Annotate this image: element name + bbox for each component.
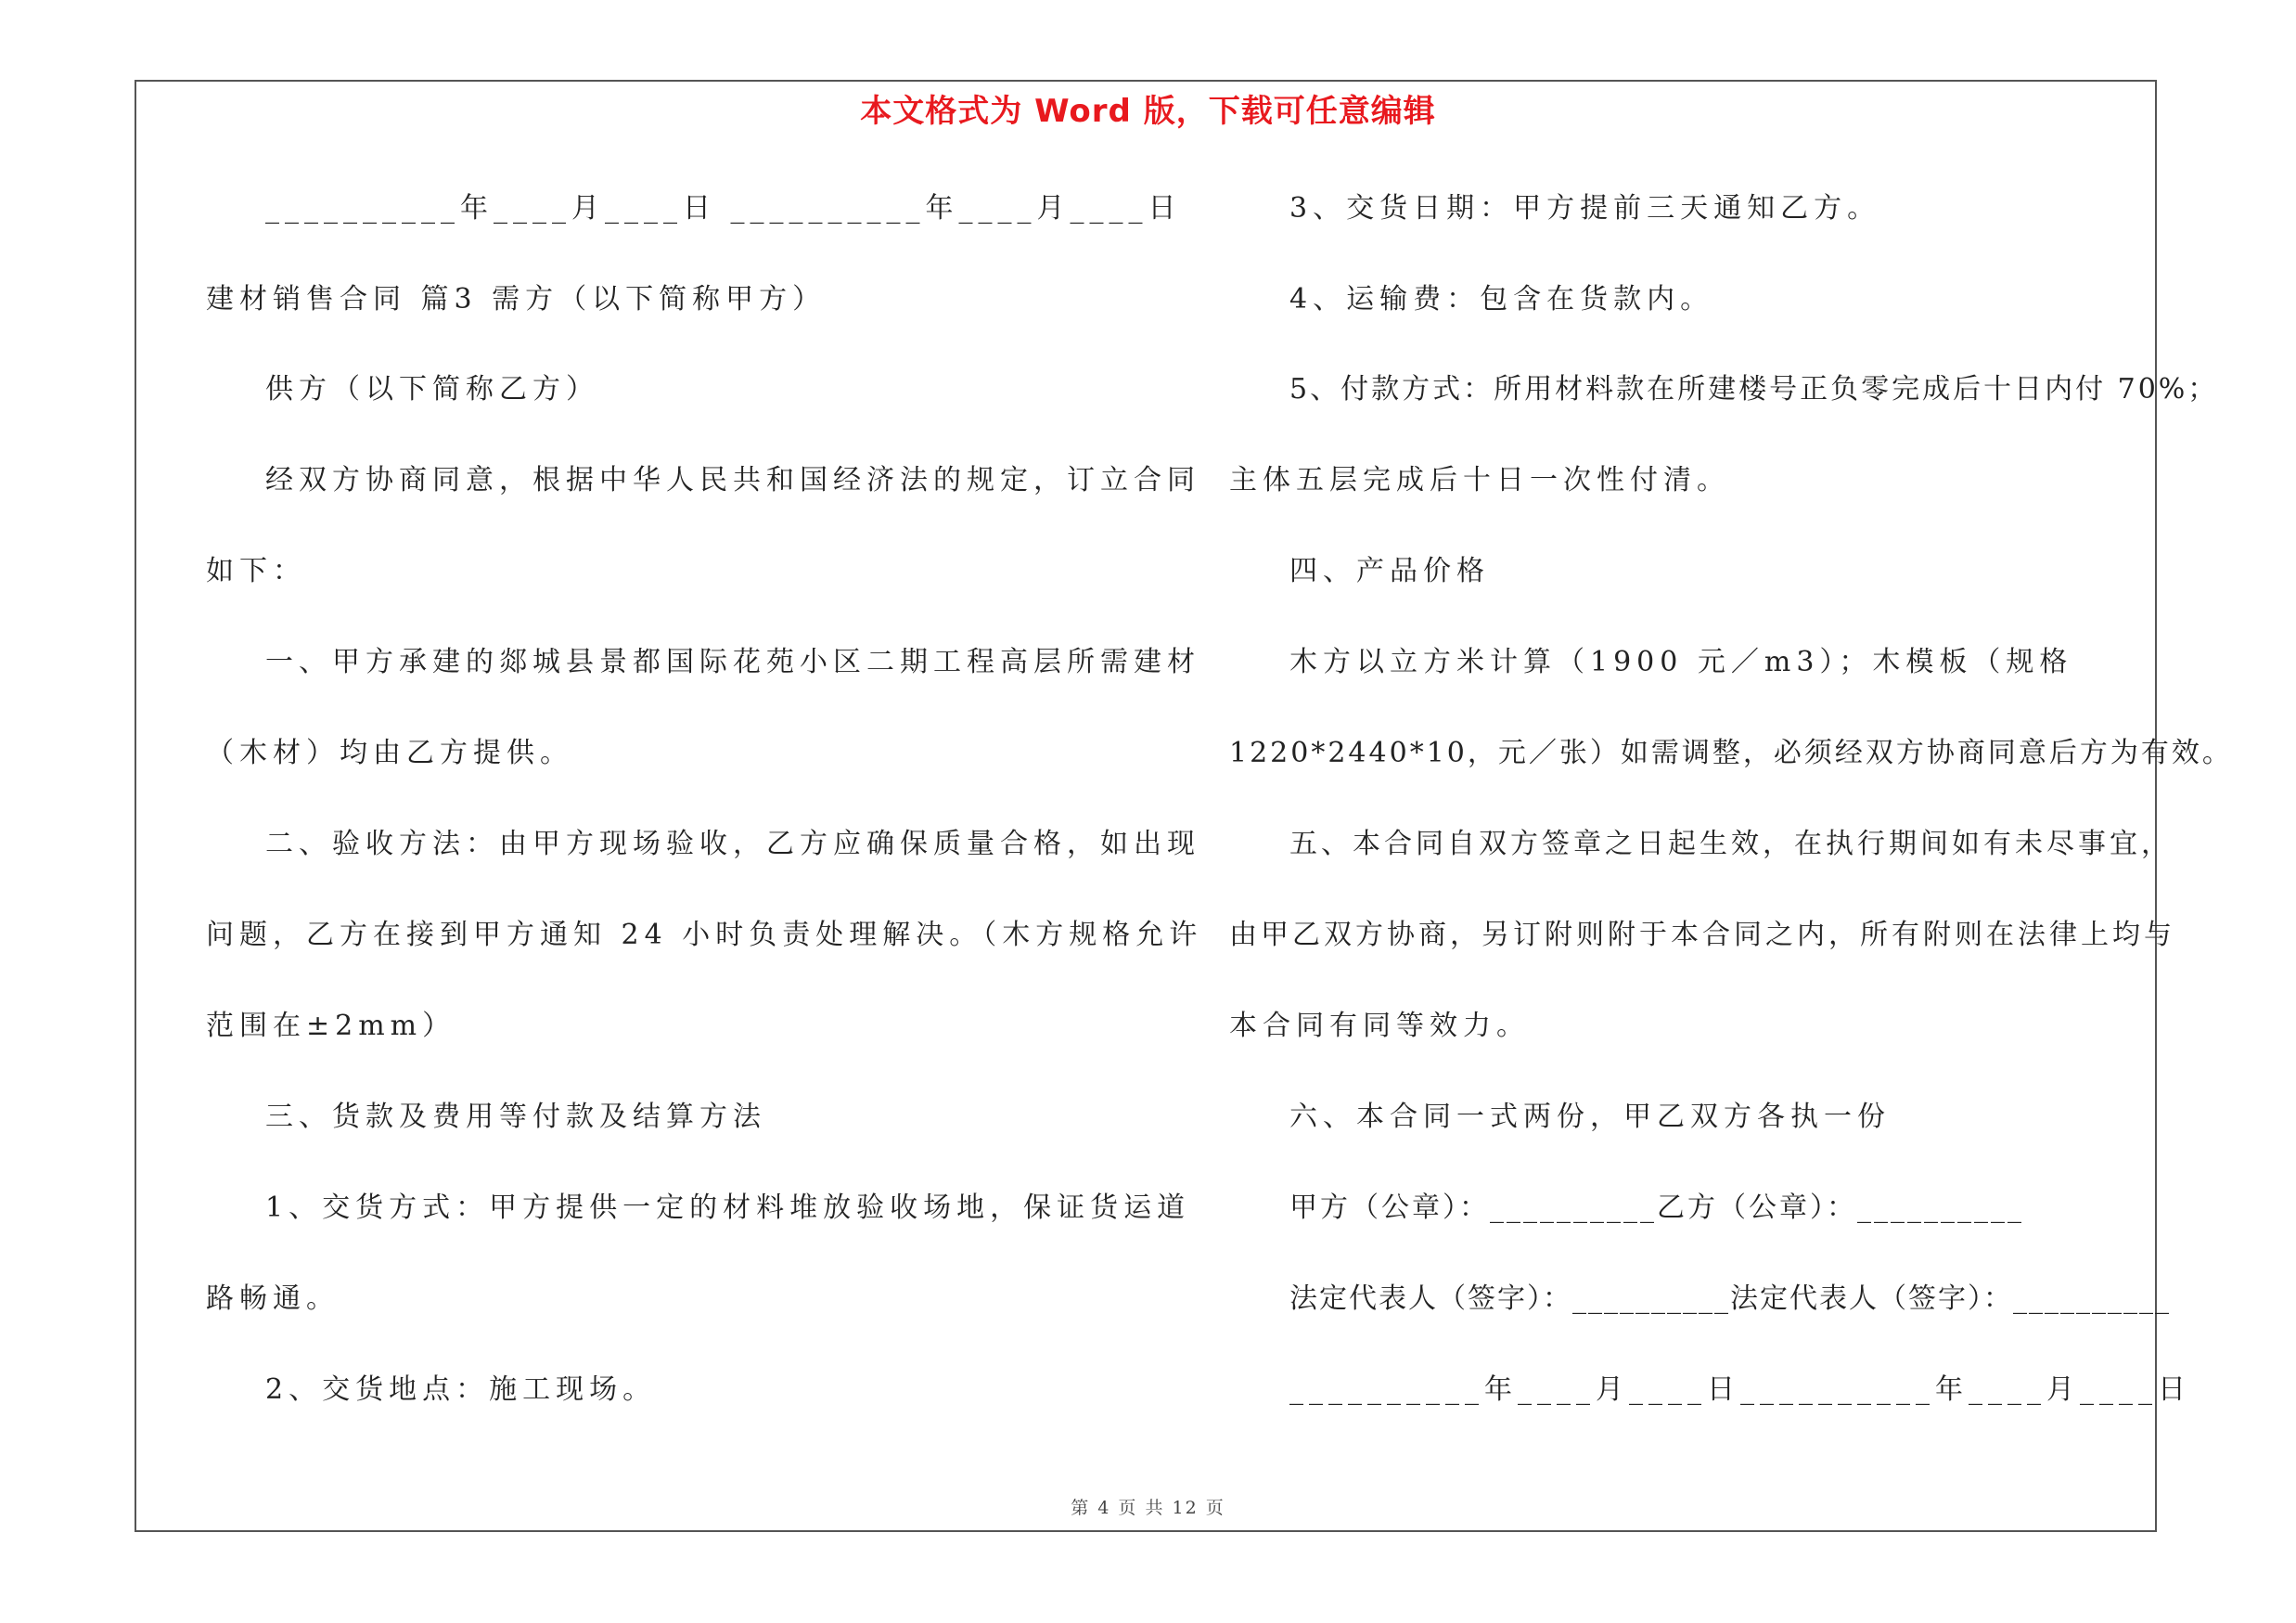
- item2-line-a: 二、验收方法：由甲方现场验收，乙方应确保质量合格，如出现: [265, 828, 1200, 860]
- price-line-b: 1220*2440*10，元／张）如需调整，必须经双方协商同意后方为有效。: [1229, 737, 2233, 769]
- delivery-3-line: 3、交货日期：甲方提前三天通知乙方。: [1289, 192, 1881, 225]
- delivery-1-line-a: 1、交货方式：甲方提供一定的材料堆放验收场地，保证货运道: [265, 1191, 1191, 1224]
- seal-line: 甲方（公章）：__________乙方（公章）：__________: [1289, 1191, 2024, 1224]
- contract-title-line: 建材销售合同 篇3 需方（以下简称甲方）: [206, 283, 827, 316]
- item1-line-a: 一、甲方承建的郯城县景都国际花苑小区二期工程高层所需建材: [265, 646, 1200, 678]
- footer-mid: 页 共: [1118, 1498, 1165, 1518]
- footer-suffix: 页: [1205, 1498, 1225, 1518]
- item5-line-b: 由甲乙双方协商，另订附则附于本合同之内，所有附则在法律上均与: [1229, 919, 2175, 951]
- right-date-line: __________年____月____日__________年____月____日: [1289, 1373, 2191, 1406]
- item2-line-b: 问题，乙方在接到甲方通知 24 小时负责处理解决。（木方规格允许: [206, 919, 1203, 951]
- item1-line-b: （木材）均由乙方提供。: [206, 737, 573, 769]
- item2-line-c: 范围在±2mm）: [206, 1010, 456, 1042]
- delivery-4-line: 4、运输费：包含在货款内。: [1289, 283, 1714, 316]
- item3-title: 三、货款及费用等付款及结算方法: [265, 1101, 766, 1133]
- item4-title: 四、产品价格: [1289, 555, 1490, 587]
- footer-prefix: 第: [1071, 1498, 1091, 1518]
- format-banner: 本文格式为 Word 版，下载可任意编辑: [860, 93, 1436, 130]
- delivery-2-line: 2、交货地点：施工现场。: [265, 1373, 657, 1406]
- representative-line: 法定代表人（签字）：__________法定代表人（签字）：__________: [1289, 1282, 2171, 1315]
- supplier-line: 供方（以下简称乙方）: [265, 373, 599, 406]
- left-date-line: __________年____月____日 __________年____月____日: [265, 192, 1182, 225]
- footer-page-total: 12: [1172, 1498, 1199, 1518]
- delivery-1-line-b: 路畅通。: [206, 1282, 340, 1315]
- item6-line: 六、本合同一式两份，甲乙双方各执一份: [1289, 1101, 1891, 1133]
- price-line-a: 木方以立方米计算（1900 元／m3）；木模板（规格: [1289, 646, 2073, 678]
- item5-line-c: 本合同有同等效力。: [1229, 1010, 1530, 1042]
- footer-page-number: 4: [1097, 1498, 1111, 1518]
- delivery-5-line-a: 5、付款方式：所用材料款在所建楼号正负零完成后十日内付 70%；: [1289, 373, 2219, 406]
- intro-line-1: 经双方协商同意，根据中华人民共和国经济法的规定，订立合同: [265, 464, 1200, 496]
- delivery-5-line-b: 主体五层完成后十日一次性付清。: [1229, 464, 1730, 496]
- intro-line-2: 如下：: [206, 555, 306, 587]
- item5-line-a: 五、本合同自双方签章之日起生效，在执行期间如有未尽事宜，: [1289, 828, 2173, 860]
- page-footer: [0, 1494, 2296, 1519]
